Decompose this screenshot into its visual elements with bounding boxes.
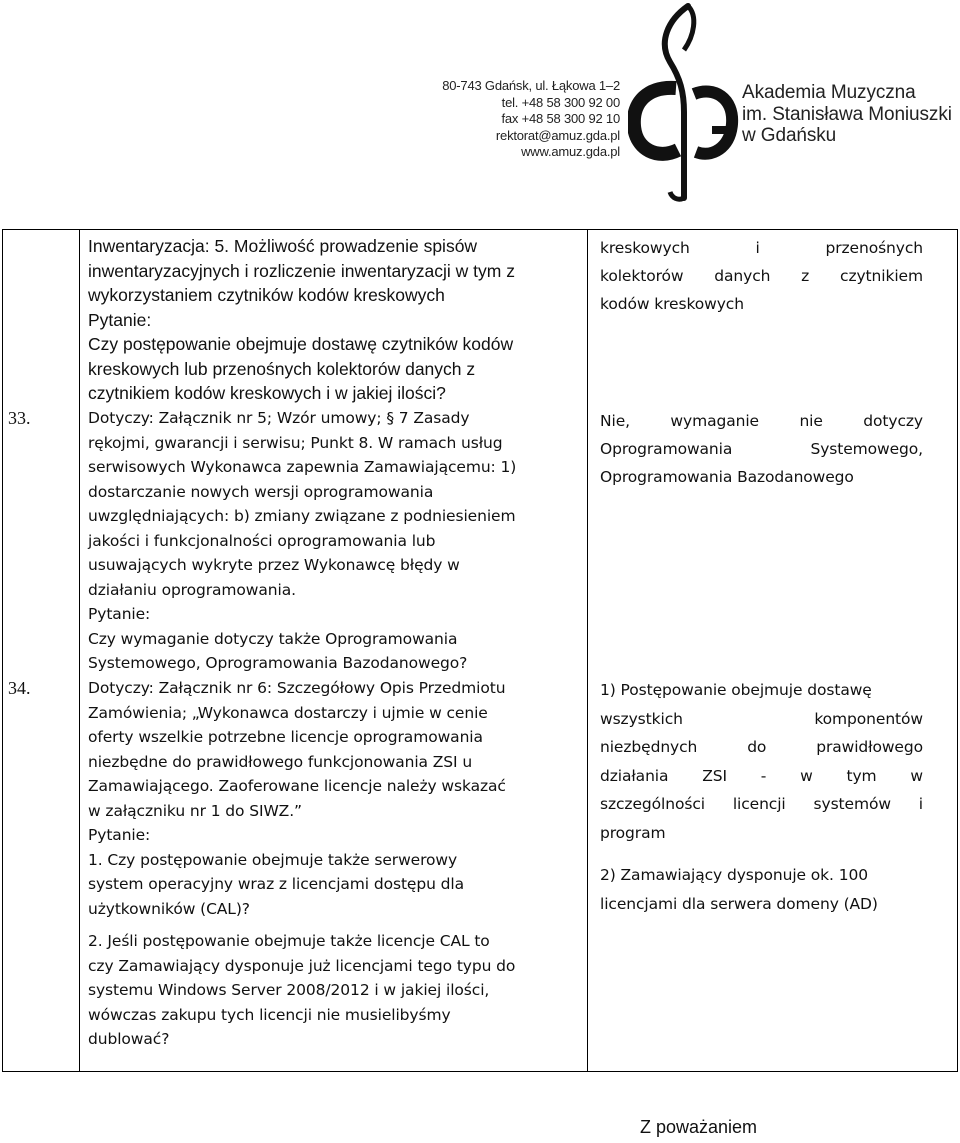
column-divider [79,229,80,1072]
answer-line [600,861,923,890]
answer-word: komponentów [814,709,923,728]
question-line: czy Zamawiający dysponuje już licencjami tego typu do [88,956,516,975]
question-line: Pytanie: [88,826,151,844]
answer-word: Oprogramowania Bazodanowego [600,468,854,486]
question-line: Inwentaryzacja: 5. Możliwość prowadzenie spisów [88,236,478,256]
answer-word: czytnikiem [840,267,923,285]
answer-word: dotyczy [863,412,923,430]
answer-line [600,407,923,435]
question-line: rękojmi, gwarancji i serwisu; Punkt 8. W ramach usług [88,433,503,452]
answer-line [600,676,923,705]
question-cell [88,234,578,406]
answer-word: Systemowego, [810,440,923,458]
question-line: 1. Czy postępowanie obejmuje także serwerowy [88,850,458,869]
answer-word: w [800,766,813,785]
answer-line [600,733,923,762]
question-line: wykorzystaniem czytników kodów kreskowych [88,285,445,305]
answer-word: przenośnych [825,239,923,257]
answer-word: tym [846,766,877,785]
question-cell [88,406,578,676]
answer-line [600,435,923,463]
question-line: Czy wymaganie dotyczy także Oprogramowania [88,629,458,648]
answer-word: nie [799,412,823,430]
question-line: uwzględniających: b) zmiany związane z podniesieniem [88,507,516,525]
answer-word: niezbędnych [600,738,698,756]
question-line: serwisowych Wykonawca zapewnia Zamawiającemu: 1) [88,458,517,476]
answer-word: danych [714,267,771,285]
contact-fax: fax +48 58 300 92 10 [501,111,620,127]
answer-word: szczególności [600,795,705,813]
academy-name-line: w Gdańsku [742,125,837,146]
question-line: niezbędne do prawidłowego funkcjonowania ZSI u [88,752,473,771]
question-line: użytkowników (CAL)? [88,899,250,918]
academy-logo-icon [628,2,740,202]
column-divider [587,229,588,1072]
answer-line [600,762,923,791]
question-line: Czy postępowanie obejmuje dostawę czytników kodów [88,334,514,354]
answer-word: systemów [813,795,891,813]
answer-word: i [918,795,923,813]
question-line: działaniu oprogramowania. [88,580,296,599]
contact-phone: tel. +48 58 300 92 00 [501,94,620,110]
contact-email: rektorat@amuz.gda.pl [495,127,620,143]
question-line: Dotyczy: Załącznik nr 5; Wzór umowy; § 7 Zasady [88,409,470,427]
answer-line [600,705,923,734]
answer-line [600,290,923,318]
question-line: usuwających wykryte przez Wykonawcę błędy w [88,556,460,574]
question-line: Systemowego, Oprogramowania Bazodanowego? [88,654,468,672]
answer-word: Nie, [600,412,630,430]
question-line: system operacyjny wraz z licencjami dostępu dla [88,875,464,893]
answer-word: - [760,766,767,785]
answer-word: i [755,239,760,257]
answer-word: z [801,267,810,285]
answer-word: kreskowych [600,239,690,257]
answer-word: działania [600,766,669,785]
question-line: Pytanie: [88,309,152,330]
question-line: 2. Jeśli postępowanie obejmuje także licencje CAL to [88,932,490,950]
answer-line [600,890,923,919]
question-line: oferty wszelkie potrzebne licencje oprogramowania [88,728,483,746]
question-line: Zamawiającego. Zaoferowane licencje należy wskazać [88,777,506,795]
answer-word: wszystkich [600,709,683,728]
answer-word: prawidłowego [816,738,923,756]
question-line: Zamówienia; „Wykonawca dostarczy i ujmie w cenie [88,703,488,722]
question-line: inwentaryzacyjnych i rozliczenie inwentaryzacji w tym z [88,260,515,281]
answer-word: 1) Postępowanie obejmuje dostawę [600,681,872,699]
answer-word: program [600,823,666,842]
row-number: 33. [8,408,31,428]
question-line: dostarczanie nowych wersji oprogramowania [88,482,434,501]
question-line: systemu Windows Server 2008/2012 i w jakiej ilości, [88,981,490,999]
answer-word: do [747,738,767,756]
answer-line [600,463,923,491]
academy-name-line: Akademia Muzyczna [742,82,916,103]
question-line: dublować? [88,1030,170,1048]
closing-text: Z poważaniem [640,1117,758,1137]
academy-name-line: im. Stanisława Moniuszki [742,103,952,125]
answer-line [600,790,923,819]
question-line: Dotyczy: Załącznik nr 6: Szczegółowy Opis Przedmiotu [88,679,506,697]
question-line: kreskowych lub przenośnych kolektorów danych z [88,358,476,379]
question-line: jakości i funkcjonalności oprogramowania lub [88,531,436,550]
answer-word: wymaganie [670,412,759,430]
question-line: wówczas zakupu tych licencji nie musielibyśmy [88,1005,451,1024]
answer-word: 2) Zamawiający dysponuje ok. 100 [600,866,868,884]
answer-line [600,234,923,262]
answer-cell [600,676,923,918]
contact-address: 80-743 Gdańsk, ul. Łąkowa 1–2 [442,78,620,93]
question-line: czytnikiem kodów kreskowych i w jakiej ilości? [88,383,446,403]
answer-line [600,262,923,290]
answer-line [600,819,923,848]
answer-word: w [910,766,923,785]
row-number: 34. [8,678,31,698]
answer-word: Oprogramowania [600,440,733,458]
question-cell [88,676,578,1052]
answer-cell [600,407,923,491]
academy-name [742,82,952,147]
answer-word: kolektorów [600,267,684,285]
contact-website: www.amuz.gda.pl [521,144,620,160]
answer-word: licencjami dla serwera domeny (AD) [600,894,878,913]
answer-word: licencji [732,795,786,813]
question-line: w załączniku nr 1 do SIWZ.” [88,801,302,820]
answer-cell [600,234,923,318]
contact-block [442,78,620,161]
answer-word: ZSI [702,766,727,785]
question-line: Pytanie: [88,605,151,623]
answer-word: kodów kreskowych [600,295,744,313]
